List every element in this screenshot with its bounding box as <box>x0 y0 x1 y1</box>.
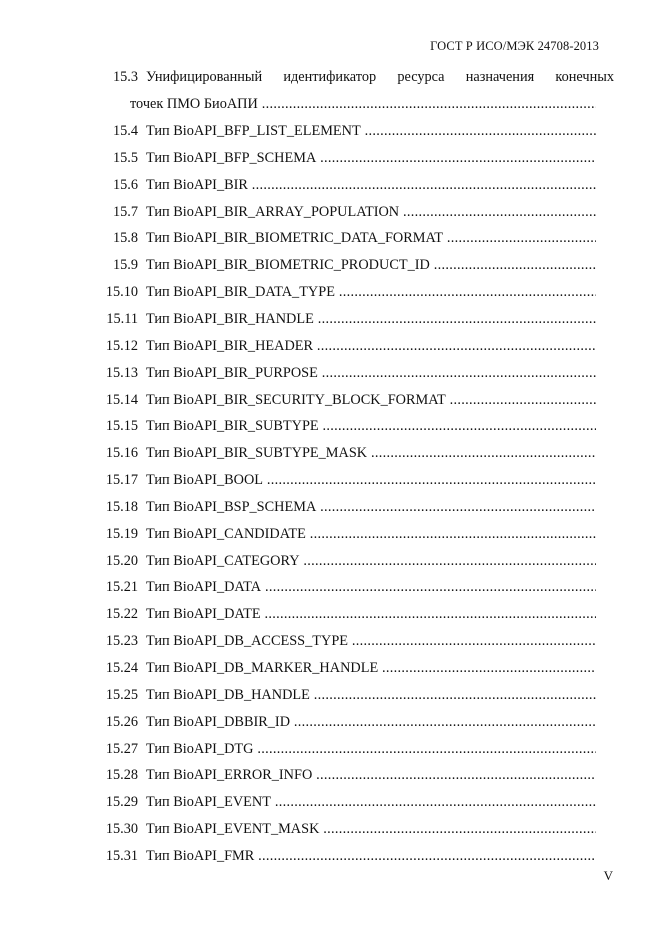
toc-entry[interactable] <box>0 630 662 652</box>
toc-entry[interactable] <box>0 764 662 786</box>
toc-entry-number: 15.3 <box>112 69 138 85</box>
toc-entry-text: Тип BioAPI_DATE <box>146 606 261 623</box>
toc-entry-number: 15.30 <box>105 821 138 838</box>
toc-entry[interactable] <box>0 791 662 813</box>
leader-dots <box>306 526 596 542</box>
toc-entry-title <box>146 308 596 330</box>
toc-entry-number: 15.17 <box>105 472 138 489</box>
toc-entry-title <box>146 442 596 464</box>
toc-entry-text: Тип BioAPI_DB_ACCESS_TYPE <box>146 633 349 650</box>
toc-entry-number: 15.24 <box>105 660 138 676</box>
leader-dots <box>300 553 596 569</box>
toc-entry-text: Тип BioAPI_DB_HANDLE <box>146 686 310 703</box>
leader-dots <box>290 714 596 730</box>
toc-entry[interactable] <box>0 442 662 464</box>
toc-entry[interactable] <box>0 523 662 545</box>
toc-entry-title <box>146 335 596 357</box>
toc-entry[interactable] <box>0 254 662 276</box>
toc-entry-text: Тип BioAPI_EVENT_MASK <box>146 821 320 838</box>
leader-dots <box>312 767 596 783</box>
toc-entry-number: 15.5 <box>112 149 138 166</box>
toc-entry-title-line1 <box>146 66 614 88</box>
toc-entry[interactable] <box>0 335 662 357</box>
toc-entry[interactable] <box>0 576 662 598</box>
toc-entry-text: Тип BioAPI_CATEGORY <box>146 552 300 569</box>
toc-entry-number: 15.26 <box>105 713 138 730</box>
toc-entry-title <box>146 738 596 760</box>
toc-entry[interactable] <box>0 550 662 572</box>
toc-entry-title <box>146 362 596 384</box>
leader-dots <box>271 794 596 810</box>
toc-entry[interactable] <box>0 66 662 112</box>
leader-dots <box>378 660 596 676</box>
toc-entry[interactable] <box>0 362 662 384</box>
toc-entry-title-line2 <box>130 93 596 115</box>
toc-entry-number: 15.19 <box>105 525 138 542</box>
toc-entry-title <box>146 576 596 598</box>
toc-entry-text: Тип BioAPI_BIR_SUBTYPE_MASK <box>146 445 368 462</box>
toc-entry-text: Тип BioAPI_BIR_BIOMETRIC_PRODUCT_ID <box>146 257 430 274</box>
toc-word: конечных <box>555 69 614 85</box>
leader-dots <box>443 230 596 246</box>
toc-entry[interactable] <box>0 147 662 169</box>
toc-entry-title <box>146 657 596 679</box>
toc-entry-title <box>146 764 596 786</box>
toc-entry-text: Тип BioAPI_BFP_SCHEMA <box>146 149 317 166</box>
toc-entry-text: Тип BioAPI_BIR_HANDLE <box>146 310 314 327</box>
toc-entry-number: 15.8 <box>112 230 138 247</box>
leader-dots <box>348 633 596 649</box>
toc-entry[interactable] <box>0 120 662 142</box>
toc-entry-number: 15.13 <box>105 364 138 381</box>
toc-entry-title <box>146 254 596 276</box>
toc-entry[interactable] <box>0 174 662 196</box>
toc-entry[interactable] <box>0 469 662 491</box>
toc-entry[interactable] <box>0 201 662 223</box>
toc-entry[interactable] <box>0 227 662 249</box>
toc-entry[interactable] <box>0 389 662 411</box>
toc-word: идентификатор <box>283 69 377 85</box>
toc-entry[interactable] <box>0 281 662 303</box>
toc-entry-text: Тип BioAPI_BFP_LIST_ELEMENT <box>146 123 361 139</box>
leader-dots <box>361 123 596 139</box>
toc-entry-text: Тип BioAPI_BIR_ARRAY_POPULATION <box>146 203 400 220</box>
toc-entry-title <box>146 496 596 518</box>
leader-dots <box>263 472 596 488</box>
toc-word: назначения <box>465 69 535 85</box>
leader-dots <box>314 311 596 327</box>
toc-entry-title <box>146 415 596 437</box>
toc-entry-title <box>146 845 596 867</box>
leader-dots <box>258 96 596 112</box>
leader-dots <box>335 284 596 300</box>
leader-dots <box>399 204 596 220</box>
toc-word: Унифицированный <box>146 69 263 85</box>
toc-entry-title <box>146 818 596 840</box>
toc-entry-text: Тип BioAPI_DB_MARKER_HANDLE <box>146 660 379 676</box>
toc-entry[interactable] <box>0 818 662 840</box>
toc-entry-text: Тип BioAPI_FMR <box>146 847 255 864</box>
document-header: ГОСТ Р ИСО/МЭК 24708-2013 <box>430 39 599 53</box>
toc-word: ресурса <box>397 69 445 85</box>
toc-entry-number: 15.15 <box>105 418 138 435</box>
leader-dots <box>248 177 596 193</box>
leader-dots <box>313 338 596 354</box>
toc-entry-text: Тип BioAPI_CANDIDATE <box>146 525 306 542</box>
leader-dots <box>310 687 596 703</box>
leader-dots <box>254 848 596 864</box>
toc-entry-number: 15.9 <box>112 257 138 274</box>
toc-entry[interactable] <box>0 603 662 625</box>
toc-entry[interactable] <box>0 684 662 706</box>
toc-entry[interactable] <box>0 738 662 760</box>
toc-entry-number: 15.31 <box>105 847 138 864</box>
toc-entry-text: Тип BioAPI_DTG <box>146 740 254 757</box>
toc-entry-number: 15.25 <box>105 686 138 703</box>
toc-entry[interactable] <box>0 415 662 437</box>
toc-entry-text: Тип BioAPI_BIR_SUBTYPE <box>146 418 319 435</box>
toc-entry-number: 15.23 <box>105 633 138 650</box>
toc-entry-number: 15.28 <box>105 767 138 784</box>
toc-entry-title <box>146 711 596 733</box>
toc-entry-title <box>146 281 596 303</box>
toc-entry-text: Тип BioAPI_DATA <box>146 579 262 596</box>
leader-dots <box>318 365 596 381</box>
toc-entry-text: Тип BioAPI_BIR_HEADER <box>146 337 314 354</box>
toc-entry-number: 15.22 <box>105 606 138 623</box>
toc-entry-number: 15.27 <box>105 740 138 757</box>
toc-entry-text: Тип BioAPI_BIR <box>146 176 248 193</box>
toc-entry-text: Тип BioAPI_ERROR_INFO <box>146 767 313 784</box>
toc-entry-number: 15.14 <box>105 391 138 408</box>
leader-dots <box>261 606 596 622</box>
toc-entry-title <box>146 174 596 196</box>
leader-dots <box>367 445 596 461</box>
leader-dots <box>319 821 596 837</box>
toc-entry-title <box>146 550 596 572</box>
toc-entry-text: Тип BioAPI_BSP_SCHEMA <box>146 498 317 515</box>
toc-entry[interactable] <box>0 657 662 679</box>
toc-entry-number: 15.7 <box>112 203 138 220</box>
page-number: V <box>603 868 613 883</box>
toc-entry-text: Тип BioAPI_BIR_PURPOSE <box>146 364 318 381</box>
toc-entry[interactable] <box>0 308 662 330</box>
toc-entry-title <box>146 227 596 249</box>
toc-entry-number: 15.6 <box>112 176 138 193</box>
toc-entry-number: 15.29 <box>105 794 138 811</box>
toc-entry-title <box>146 603 596 625</box>
toc-entry-text: Тип BioAPI_DBBIR_ID <box>146 713 291 730</box>
toc-entry-title <box>146 201 596 223</box>
toc-entry-number: 15.18 <box>105 498 138 515</box>
toc-entry[interactable] <box>0 711 662 733</box>
toc-entry-title <box>146 523 596 545</box>
toc-entry-text: Тип BioAPI_BIR_DATA_TYPE <box>146 284 335 301</box>
toc-entry-text: Тип BioAPI_BOOL <box>146 472 264 489</box>
toc-entry-title <box>146 791 596 813</box>
toc-entry[interactable] <box>0 845 662 867</box>
toc-entry-number: 15.4 <box>112 123 138 139</box>
toc-entry[interactable] <box>0 496 662 518</box>
leader-dots <box>261 579 596 595</box>
leader-dots <box>446 392 596 408</box>
toc-entry-text: точек ПМО БиоАПИ <box>130 96 258 112</box>
toc-entry-text: Тип BioAPI_BIR_SECURITY_BLOCK_FORMAT <box>146 391 446 408</box>
toc-entry-number: 15.12 <box>105 337 138 354</box>
toc-entry-number: 15.11 <box>106 310 138 327</box>
toc-entry-title <box>146 469 596 491</box>
toc-entry-text: Тип BioAPI_EVENT <box>146 794 271 811</box>
toc-entry-title <box>146 684 596 706</box>
leader-dots <box>316 150 596 166</box>
toc-entry-number: 15.16 <box>105 445 138 462</box>
toc-entry-title <box>146 120 596 142</box>
toc-entry-number: 15.10 <box>105 284 138 301</box>
leader-dots <box>319 418 596 434</box>
toc-entry-number: 15.20 <box>105 552 138 569</box>
leader-dots <box>316 499 596 515</box>
toc-entry-title <box>146 630 596 652</box>
toc-entry-text: Тип BioAPI_BIR_BIOMETRIC_DATA_FORMAT <box>146 230 443 247</box>
toc-entry-title <box>146 147 596 169</box>
toc-entry-title <box>146 389 596 411</box>
leader-dots <box>253 741 596 757</box>
toc-entry-number: 15.21 <box>105 579 138 596</box>
leader-dots <box>430 257 596 273</box>
